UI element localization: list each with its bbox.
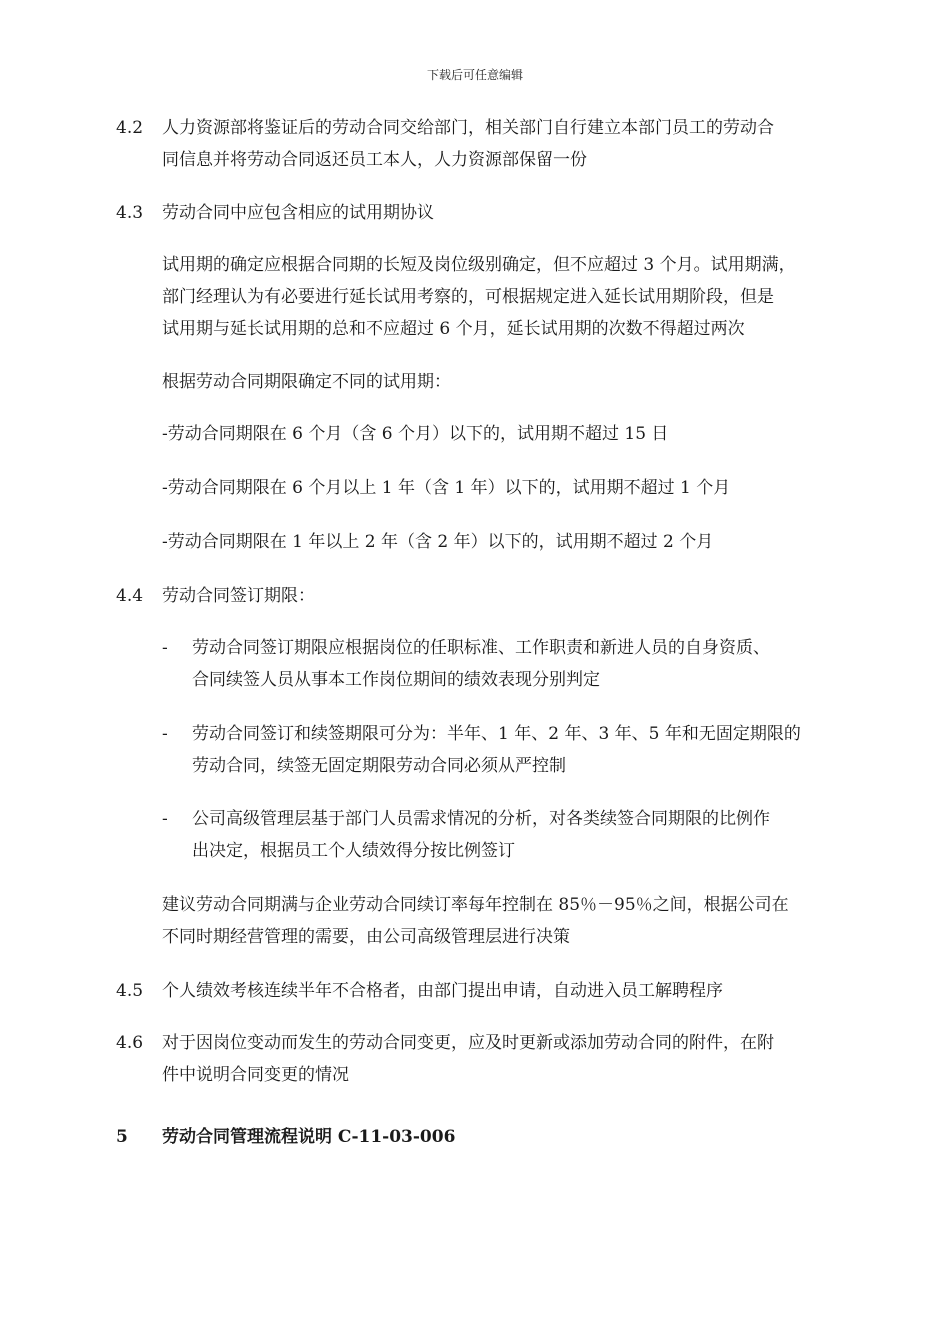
bullet-dash: - [162, 809, 168, 829]
text-line: 试用期与延长试用期的总和不应超过 6 个月，延长试用期的次数不得超过两次 [162, 319, 745, 339]
text-line: 公司高级管理层基于部门人员需求情况的分析，对各类续签合同期限的比例作 [192, 809, 770, 829]
text-line: 劳动合同，续签无固定期限劳动合同必须从严控制 [192, 756, 566, 776]
probation-item-2: -劳动合同期限在 6 个月以上 1 年（含 1 年）以下的，试用期不超过 1 个月 [162, 478, 731, 498]
section-number-4-6: 4.6 [116, 1033, 144, 1053]
text-line: 同信息并将劳动合同返还员工本人，人力资源部保留一份 [162, 150, 587, 170]
probation-item-1: -劳动合同期限在 6 个月（含 6 个月）以下的，试用期不超过 15 日 [162, 424, 669, 444]
bullet-dash: - [162, 638, 168, 658]
section-number-4-5: 4.5 [116, 981, 144, 1001]
term-bullet-1 [192, 632, 770, 696]
section-4-5-text: 个人绩效考核连续半年不合格者，由部门提出申请，自动进入员工解聘程序 [162, 981, 723, 1001]
section-number-4-4: 4.4 [116, 586, 144, 606]
text-line: 劳动合同签订和续签期限可分为：半年、1 年、2 年、3 年、5 年和无固定期限的 [192, 724, 801, 744]
text-line: 合同续签人员从事本工作岗位期间的绩效表现分别判定 [192, 670, 600, 690]
text-line: 人力资源部将鉴证后的劳动合同交给部门，相关部门自行建立本部门员工的劳动合 [162, 118, 774, 138]
probation-item-3: -劳动合同期限在 1 年以上 2 年（含 2 年）以下的，试用期不超过 2 个月 [162, 532, 714, 552]
text-line: 件中说明合同变更的情况 [162, 1065, 349, 1085]
bullet-dash: - [162, 724, 168, 744]
text-line: 建议劳动合同期满与企业劳动合同续订率每年控制在 85％－95％之间，根据公司在 [162, 895, 789, 915]
section-number-4-3: 4.3 [116, 203, 144, 223]
text-line: 不同时期经营管理的需要，由公司高级管理层进行决策 [162, 927, 570, 947]
text-line: 试用期的确定应根据合同期的长短及岗位级别确定，但不应超过 3 个月。试用期满， [162, 255, 796, 275]
term-bullet-2 [192, 718, 801, 782]
term-bullet-3 [192, 803, 770, 867]
page-header: 下载后可任意编辑 [426, 68, 523, 82]
text-line: 出决定，根据员工个人绩效得分按比例签订 [192, 841, 515, 861]
section-4-2-text [162, 112, 774, 176]
section-4-3-intro: 根据劳动合同期限确定不同的试用期： [162, 372, 451, 392]
section-4-3-paragraph [162, 249, 796, 345]
section-4-4-paragraph [162, 889, 789, 953]
section-5-heading: 劳动合同管理流程说明 C-11-03-006 [162, 1127, 456, 1147]
section-4-3-title: 劳动合同中应包含相应的试用期协议 [162, 203, 434, 223]
text-line: 对于因岗位变动而发生的劳动合同变更，应及时更新或添加劳动合同的附件，在附 [162, 1033, 774, 1053]
section-number-4-2: 4.2 [116, 118, 144, 138]
section-4-4-title: 劳动合同签订期限： [162, 586, 315, 606]
text-line: 劳动合同签订期限应根据岗位的任职标准、工作职责和新进人员的自身资质、 [192, 638, 770, 658]
text-line: 部门经理认为有必要进行延长试用考察的，可根据规定进入延长试用期阶段，但是 [162, 287, 774, 307]
section-4-6-text [162, 1027, 774, 1091]
section-number-5: 5 [116, 1127, 128, 1147]
